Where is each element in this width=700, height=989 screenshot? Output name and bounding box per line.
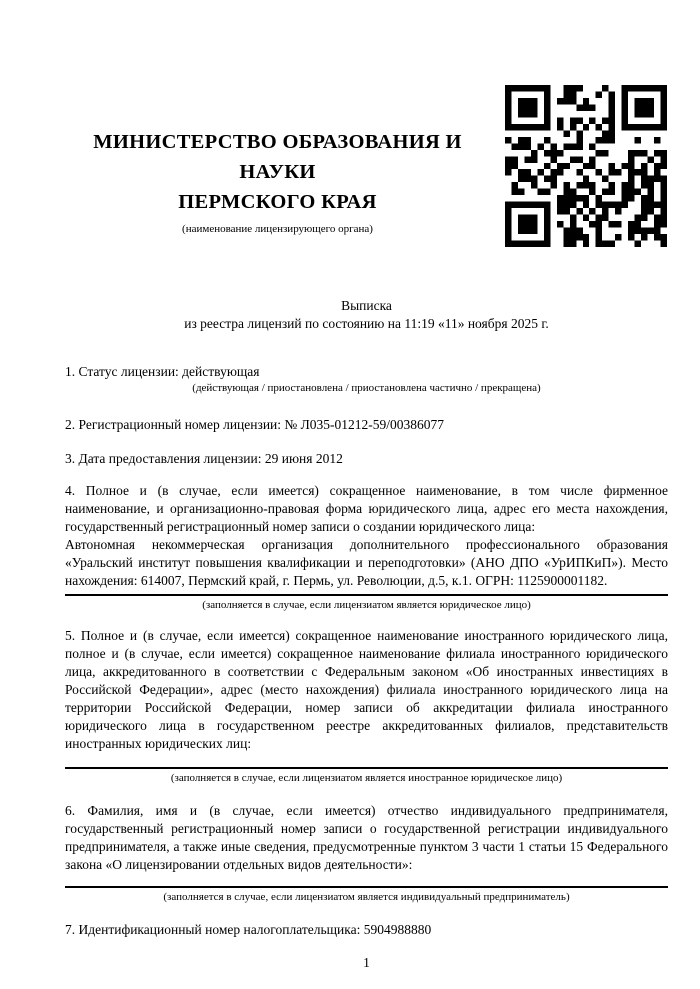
item-caption: (заполняется в случае, если лицензиатом является иностранное юридическое лицо) — [170, 772, 563, 784]
separator-line — [65, 767, 668, 769]
document-subtitle: из реестра лицензий по состоянию на 11:19 «11» ноября 2025 г. — [184, 316, 549, 331]
document-body — [65, 297, 668, 972]
item-individual-entrepreneur-info — [65, 802, 668, 905]
item-text: 4. Полное и (в случае, если имеется) сокращенное наименование, в том числе фирменное наименование, и организационно-правовая форма юридического лица, адрес его места нахождения, государственный регистрационный номер записи о создании юридического лица: — [65, 483, 668, 534]
item-text: 7. Идентификационный номер налогоплательщика: 5904988880 — [65, 922, 432, 937]
item-text: 5. Полное и (в случае, если имеется) сокращенное наименование иностранного юридического лица, полное и (в случае, если имеется) сокращенное наименование филиала иностранного юридического лица, аккредитованного в соответствии с Федеральным законом «Об иностранных инвестициях в Российской Федерации», адрес (место нахождения) филиала иностранного юридического лица на территории Российской Федерации, номер записи об аккредитации филиала иностранного юридического лица в государственном реестре аккредитованных филиалов, представительств иностранных юридических лиц: — [65, 628, 668, 751]
ministry-name-line1: МИНИСТЕРСТВО ОБРАЗОВАНИЯ И НАУКИ — [93, 131, 462, 183]
item-taxpayer-id — [65, 921, 668, 939]
item-legal-entity-info — [65, 482, 668, 613]
item-caption: (действующая / приостановлена / приостановлена частично / прекращена) — [192, 382, 541, 394]
item-text: 1. Статус лицензии: действующая — [65, 364, 260, 379]
item-license-status — [65, 363, 668, 396]
document-title: Выписка — [341, 298, 392, 313]
item-text: 3. Дата предоставления лицензии: 29 июня 2012 — [65, 451, 343, 466]
document-header — [65, 127, 490, 236]
item-value: Автономная некоммерческая организация дополнительного профессионального образования «Уральский институт повышения квалификации и переподготовки» (АНО ДПО «УрИПКиП»). Место нахождения: 614007, Пермский край, г. Пермь, ул. Революции, д.5, к.1. ОГРН: 1125900001182. — [65, 537, 668, 588]
separator-line — [65, 594, 668, 596]
qr-code-icon — [505, 85, 667, 247]
item-text: 6. Фамилия, имя и (в случае, если имеется) отчество индивидуального предпринимателя, государственный регистрационный номер записи о государственной регистрации индивидуального предпринимателя, а также иные сведения, предусмотренные пунктом 3 части 1 статьи 15 Федерального закона «О лицензировании отдельных видов деятельности»: — [65, 803, 668, 872]
item-caption: (заполняется в случае, если лицензиатом является юридическое лицо) — [202, 599, 531, 611]
document-title-block — [65, 297, 668, 333]
item-grant-date — [65, 450, 668, 468]
item-registration-number — [65, 416, 668, 434]
page-number: 1 — [363, 955, 370, 970]
ministry-name-line2: ПЕРМСКОГО КРАЯ — [178, 191, 377, 213]
item-text: 2. Регистрационный номер лицензии: № Л035-01212-59/00386077 — [65, 417, 445, 432]
item-foreign-entity-info — [65, 627, 668, 786]
separator-line — [65, 886, 668, 888]
licensing-authority-caption: (наименование лицензирующего органа) — [182, 223, 373, 235]
item-caption: (заполняется в случае, если лицензиатом является индивидуальный предприниматель) — [163, 891, 570, 903]
